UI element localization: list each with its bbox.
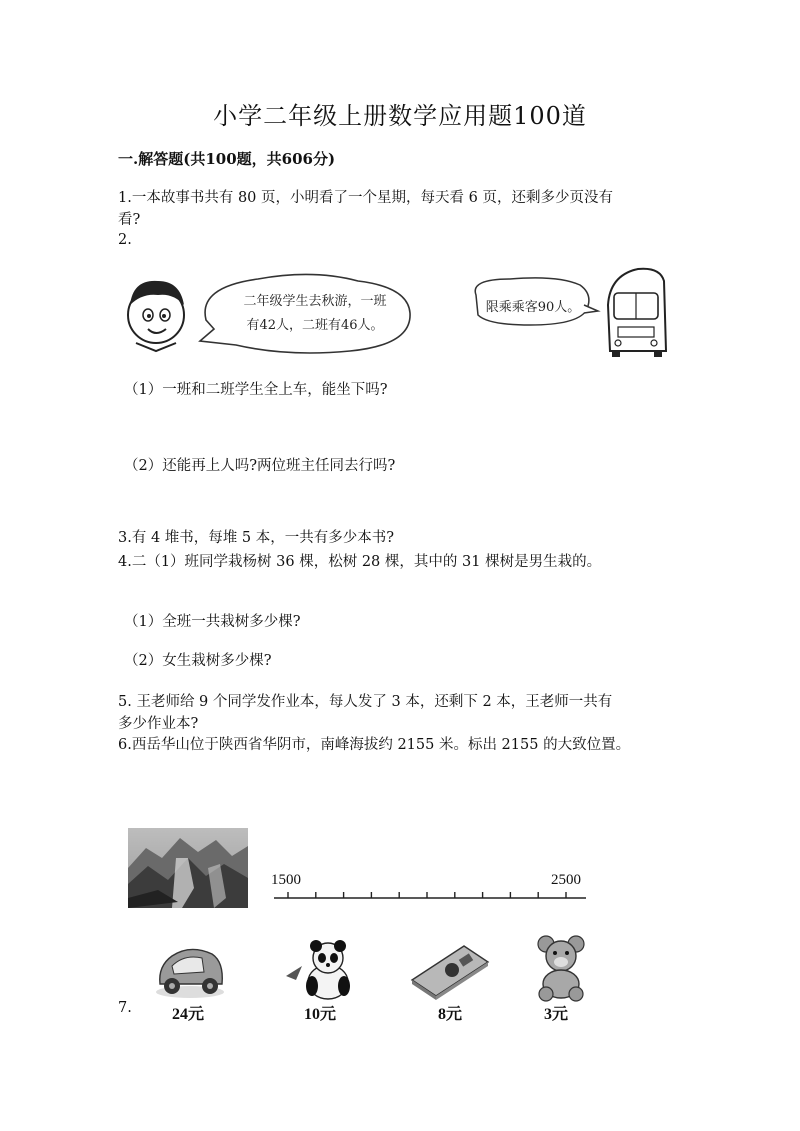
question-2-sub1: （1）一班和二班学生全上车，能坐下吗? bbox=[124, 382, 388, 398]
question-6-stem: 6.西岳华山位于陕西省华阴市，南峰海拔约 2155 米。标出 2155 的大致位置。 bbox=[118, 737, 631, 753]
question-5-line2: 多少作业本? bbox=[118, 716, 199, 732]
bubble-left-line2: 有42人，二班有46人。 bbox=[246, 318, 384, 333]
bubble-left-line1: 二年级学生去秋游，一班 bbox=[243, 294, 387, 309]
teddy-bear-icon bbox=[526, 932, 596, 1002]
question-2-sub2: （2）还能再上人吗?两位班主任同去行吗? bbox=[124, 458, 396, 474]
bubble-right-text: 限乘乘客90人。 bbox=[485, 300, 581, 315]
panda-icon bbox=[282, 936, 362, 1002]
question-4-sub1: （1）全班一共栽树多少棵? bbox=[124, 614, 301, 630]
price-teddy-bear: 3元 bbox=[543, 1006, 568, 1023]
boy-icon bbox=[128, 281, 184, 351]
question-3: 3.有 4 堆书，每堆 5 本，一共有多少本书? bbox=[118, 530, 394, 546]
bus-icon bbox=[608, 269, 666, 357]
question-4-sub2: （2）女生栽树多少棵? bbox=[124, 653, 272, 669]
price-pencil-case: 8元 bbox=[437, 1006, 462, 1023]
number-line bbox=[270, 880, 590, 904]
number-line-end-label: 2500 bbox=[551, 872, 581, 888]
price-panda: 10元 bbox=[303, 1006, 336, 1023]
question-1-line1: 1.一本故事书共有 80 页，小明看了一个星期，每天看 6 页，还剩多少页没有 bbox=[118, 190, 613, 206]
number-line-start-label: 1500 bbox=[271, 872, 301, 888]
question-5-line1: 5. 王老师给 9 个同学发作业本，每人发了 3 本，还剩下 2 本，王老师一共有 bbox=[118, 694, 613, 710]
question-7-number: 7. bbox=[118, 1000, 132, 1016]
toy-car-icon bbox=[150, 940, 230, 1002]
pencil-case-icon bbox=[408, 940, 492, 1000]
question-2-number: 2. bbox=[118, 232, 132, 248]
question-4-stem: 4.二（1）班同学栽杨树 36 棵，松树 28 棵，其中的 31 棵树是男生栽的。 bbox=[118, 554, 602, 570]
page-title: 小学二年级上册数学应用题100道 bbox=[213, 102, 587, 130]
mountain-photo bbox=[128, 828, 248, 908]
section-header: 一.解答题(共100题，共606分) bbox=[118, 150, 336, 168]
price-car: 24元 bbox=[171, 1006, 204, 1023]
question-1-line2: 看? bbox=[118, 212, 141, 228]
